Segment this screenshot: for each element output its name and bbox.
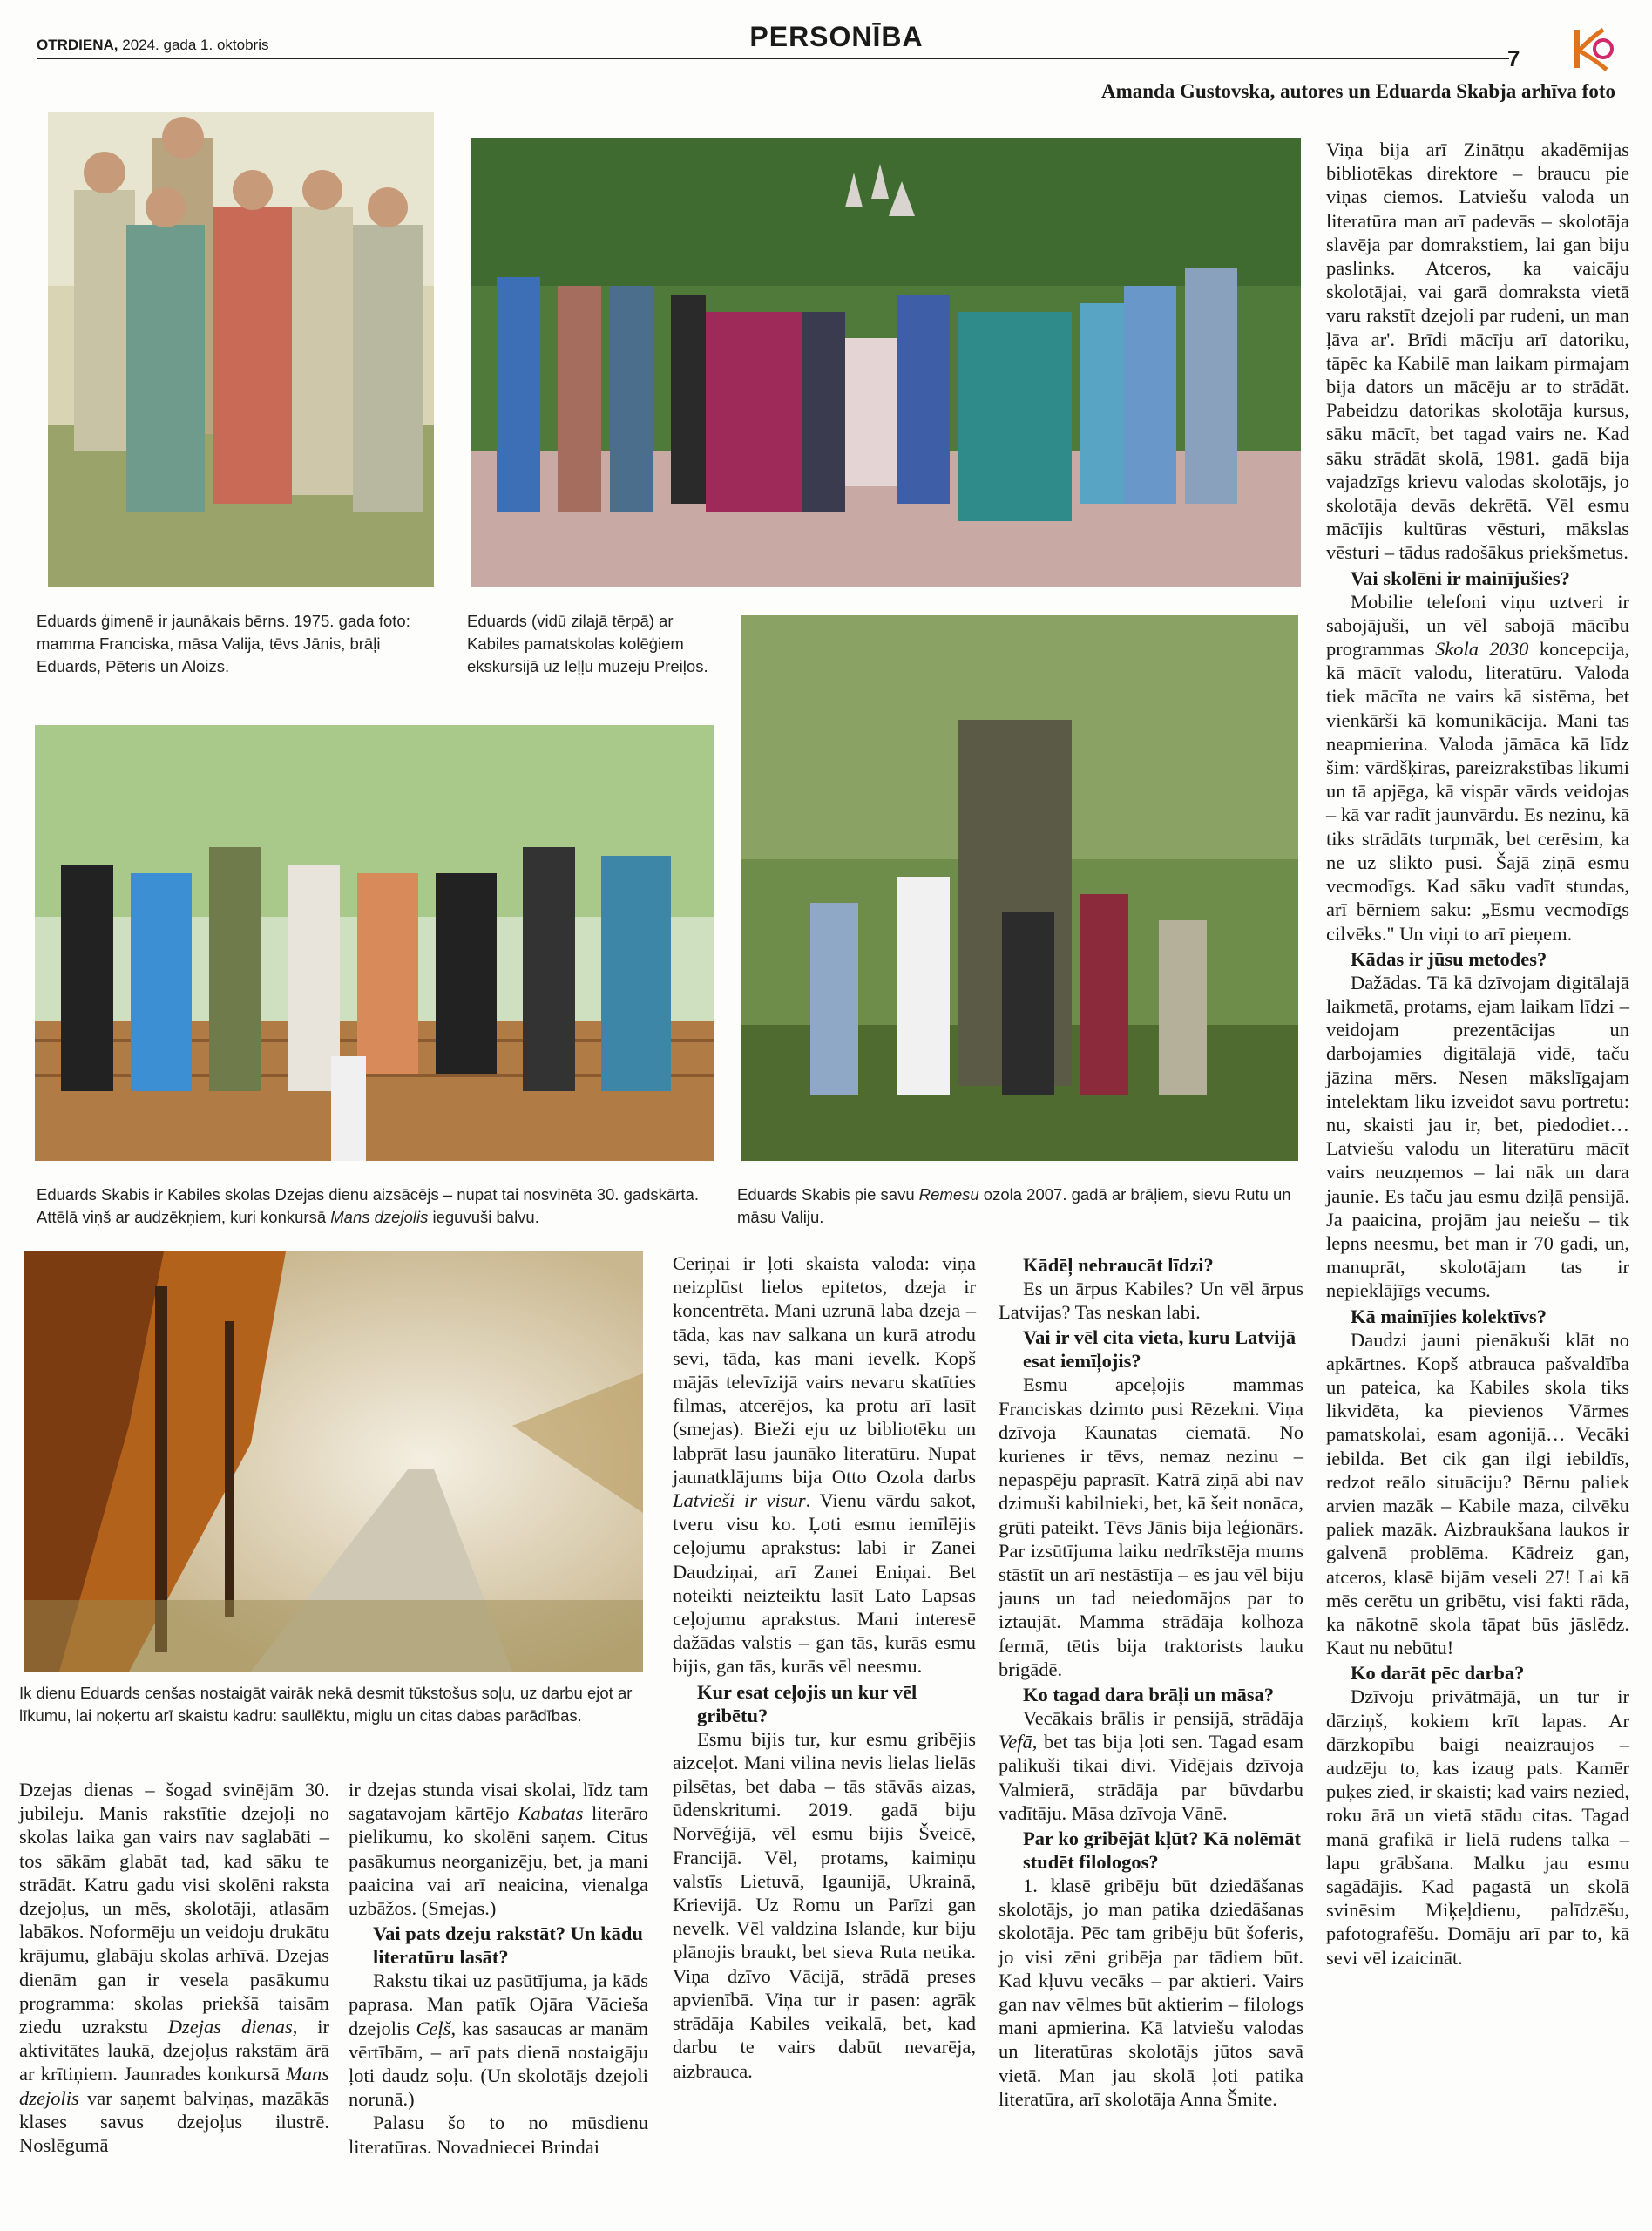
question-heading: Ko tagad dara brāļi un māsa? (1023, 1684, 1275, 1706)
question-heading: Kādas ir jūsu metodes? (1351, 947, 1547, 970)
excursion-photo (471, 138, 1301, 587)
caption-excursion-photo: Eduards (vidū zilajā tērpā) ar Kabiles pamatskolas kolēģiem ekskursijā uz leļļu muzeju Preiļos. (467, 612, 708, 675)
question-heading: Ko darāt pēc darba? (1351, 1662, 1525, 1685)
article-column-5 (1326, 138, 1629, 1970)
photo-credit: Amanda Gustovska, autores un Eduarda Skabja arhīva foto (1100, 80, 1615, 102)
question-heading: Kā mainījies kolektīvs? (1351, 1305, 1547, 1327)
paragraph: Vecākais brālis ir pensijā, strādāja Vefā, bet tas bija ļoti sen. Tagad esam palikuši tikai divi. Vidējais dzīvoja Valmierā, strādāja par būvdarbu vadītāju. Māsa dzīvoja Vānē. (999, 1707, 1303, 1824)
article-column-4 (999, 1251, 1303, 2111)
oak-photo (741, 615, 1298, 1161)
paragraph: Esmu bijis tur, kur esmu gribējis aizceļot. Mani vilina nevis lielas lielās pilsētas, bet daba – tās stāvās aizas, ūdenskritumi. 2019. gadā biju Norvēģijā, vēl esmu bijis Šveicē, Francijā. Vēl, protams, kaimiņu valstīs Lietuvā, Igaunijā, Ukrainā, Krievijā. Uz Romu un Parīzi gan nevelk. Vēl valdzina Islande, kur biju plānojis braukt, bet sieva Ruta netika. Viņa dzīvo Vācijā, strādā preses apvienībā. Viņa tur ir pasen: agrāk strādāja Kabiles veikalā, bet, kad darbu te vairs dabūt nevarēja, aizbrauca. (673, 1727, 976, 2082)
article-column-2 (349, 1778, 648, 2159)
section-title: PERSONĪBA (749, 21, 924, 52)
article-column-3 (673, 1251, 976, 2083)
paragraph: Esmu apceļojis mammas Franciskas dzimto pusi Rēzekni. Viņa dzīvoja Kaunatas ciematā. No kurienes ir tēvs, nemaz nezinu – nepaspēju paprasīt. Katrā ziņā abi nav dzimuši kabilnieki, bet, kā šeit nonāca, grūti pateikt. Tēvs Jānis bija leģionārs. Par izsūtījuma laiku nedrīkstēja mums stāstīt un arī nestāstīja – es jau vēl biju jauns un tad neiedomājos par to iztaujāt. Mamma strādāja kolhoza fermā, tētis bija traktorists lauku brigādē. (999, 1373, 1303, 1680)
question-heading: Par ko gribējāt kļūt? Kā nolēmāt studēt filologos? (1023, 1828, 1301, 1874)
caption-autumn-photo: Ik dienu Eduards cenšas nostaigāt vairāk nekā desmit tūkstošus soļu, uz darbu ejot ar līkumu, lai noķertu arī skaistu kadru: saullēktu, miglu un citas dabas parādības. (19, 1684, 633, 1725)
family-photo (48, 112, 434, 587)
paragraph: Viņa bija arī Zinātņu akadēmijas bibliotēkas direktore – braucu pie viņas ciemos. Latviešu valoda un literatūra man arī padevās – skolotāja slavēja par domrakstiem, lai gan biju paslinks. Atceros, ka vaicāju skolotājai, vai garā domraksta vietā varu rakstīt dzejoli par rudeni, un man ļāva ar'. Brīdi mācīju arī datoriku, tāpēc ka Kabilē man laikam pirmajam bija dators un mācēju ar to strādāt. Pabeidzu datorikas skolotāja kursus, sāku mācīt, bet tagad vairs ne. Kad sāku strādāt skolā, 1981. gadā bija vajadzīgs krievu valodas skolotājs, jo skolotāja devās dekrētā. Vēl esmu mācījis kultūras vēsturi, mākslas vēsturi – tādus radošākus priekšmetus. (1326, 139, 1629, 564)
paragraph: Ceriņai ir ļoti skaista valoda: viņa neizplūst lielos epitetos, dzeja ir koncentrēta. Mani uzrunā laba dzeja – tāda, kas nav salkana un kurā atrodu sevi, tāda, kas mani ievelk. Kopš mājās televīzijā vairs nevaru skatīties filmas, atcerējos, ka protu arī lasīt (smejas). Bieži eju uz bibliotēku un labprāt lasu jaunāko literatūru. Nupat jaunatklājums bija Otto Ozola darbs Latvieši ir visur. Vienu vārdu sakot, tveru visu ko. Ļoti esmu iemīlējis ceļojumu aprakstus: labi ir Zanei Daudziņai, arī Zanei Eniņai. Bet noteikti neizteiktu lasīt Lato Lapsas ceļojumu aprakstus. Mani interesē dažādas valstis – gan tās, kurās esmu bijis, gan tās, kurās vēl neesmu. (673, 1252, 976, 1678)
caption-family-photo: Eduards ģimenē ir jaunākais bērns. 1975. gada foto: mamma Franciska, māsa Valija, tēvs Jānis, brāļi Eduards, Pēteris un Aloizs. (37, 612, 410, 675)
article-column-1 (19, 1778, 329, 2157)
question-heading: Kādēļ nebraucāt līdzi? (1023, 1254, 1214, 1276)
question-heading: Vai pats dzeju rakstāt? Un kādu literatūru lasāt? (373, 1922, 643, 1969)
question-heading: Kur esat ceļojis un kur vēl gribētu? (697, 1680, 917, 1726)
autumn-road-photo (24, 1251, 643, 1672)
paragraph: Dzejas dienas – šogad svinējām 30. jubileju. Manis rakstītie dzejoļi no skolas laika gan vairs nav saglabāti – tos sākām glabāt tad, kad sāku te strādāt. Katru gadu visi skolēni raksta dzejoļus, un mēs, skolotāji, atlasām labākos. Noformēju un veidoju drukātu krājumu, glabāju skolas arhīvā. Dzejas dienām gan ir vesela pasākumu programma: skolas priekšā taisām ziedu uzrakstu Dzejas dienas, ir aktivitātes laukā, dzejoļus rakstām ārā ar krītiņiem. Jaunrades konkursā Mans dzejolis var saņemt balviņas, mazākās klases savus dzejoļus ilustrē. Noslēgumā (19, 1779, 330, 2157)
paragraph: Palasu šo to no mūsdienu literatūras. Novadniecei Brindai (349, 2112, 648, 2158)
paragraph: Dzīvoju privātmājā, un tur ir dārziņš, kokiem krīt lapas. Ar dārzkopību baigi neaizraujos – audzēju to, kas izaug pats. Kamēr puķes zied, ir skaisti; kad vairs nezied, roku ārā un vietā stādu citas. Tagad manā grafikā ir lielā rudens talka – lapu grābšana. Malku jau esmu sagādājis. Kad pagastā un skolā svinēsim Miķeļdienu, palīdzēšu, pafotografēšu. Domāju arī par to, kā sevi vēl izaicināt. (1326, 1685, 1629, 1969)
question-heading: Vai skolēni ir mainījušies? (1351, 566, 1570, 589)
page-number: 7 (1507, 45, 1520, 71)
paragraph: Mobilie telefoni viņu uztveri ir sabojājuši, un vēl sabojā mācību programmas Skola 2030 koncepcija, kā mācīt valodu, literatūru. Valoda tiek mācīta ne vairs kā sistēma, bet vienkārši kā komunikācija. Mani tas neapmierina. Valoda jāmāca kā līdz šim: vārdšķiras, pareizrakstības likumi un tā apjēga, kā vispār vārds veidojas – kā var radīt jaunvārdu. Es nezinu, kā tiks strādāts turpmāk, bet cerēsim, ka ne uz slikto pusi. Šajā ziņā esmu vecmodīgs. Kad sāku vadīt stundas, arī bērniem saku: „Esmu vecmodīgs cilvēks." Un viņi to arī pieņem. (1326, 590, 1629, 945)
question-heading: Vai ir vēl cita vieta, kuru Latvijā esat iemīļojis? (1023, 1326, 1297, 1373)
school-photo (35, 725, 714, 1161)
issue-date: OTRDIENA, 2024. gada 1. oktobris (37, 37, 269, 53)
header-rule (37, 58, 1509, 59)
paragraph: Rakstu tikai uz pasūtījuma, ja kāds paprasa. Man patīk Ojāra Vācieša dzejolis Ceļš, kas sasaucas ar manām vērtībām, – arī pats dienā nostaigāju ļoti daudz soļu. (Un skolotājs dzejoli norunā.) (349, 1970, 649, 2111)
paragraph: 1. klasē gribēju būt dziedāšanas skolotājs, jo man patika dziedāšanas skolotāja. Pēc tam gribēju būt šoferis, jo visi zēni gribēja par tādiem būt. Kad kļuvu vecāks – par aktieri. Vairs gan nav vēlmes būt aktierim – filologs mani apmierina. Kā latviešu valodas un literatūras skolotājs jūtos savā vietā. Man jau skolā ļoti patika literatūra, arī skolotāja Anna Šmite. (999, 1875, 1303, 2110)
caption-school-photo: Eduards Skabis ir Kabiles skolas Dzejas dienu aizsācējs – nupat tai nosvinēta 30. gadskārta. Attēlā viņš ar audzēkņiem, kuri konkursā Mans dzejolis ieguvuši balvu. (37, 1185, 699, 1226)
paragraph: ir dzejas stunda visai skolai, līdz tam sagatavojam kārtējo Kabatas literāro pielikumu, ko skolēni saņem. Citus pasākumus neorganizēju, bet, ja mani paaicina vai arī neaicina, vienalga uzbāžos. (Smejas.) (349, 1779, 648, 1920)
caption-oak-photo: Eduards Skabis pie savu Remesu ozola 2007. gadā ar brāļiem, sievu Rutu un māsu Valiju. (737, 1185, 1291, 1226)
paragraph: Es un ārpus Kabiles? Un vēl ārpus Latvijas? Tas neskan labi. (999, 1278, 1303, 1324)
paragraph: Dažādas. Tā kā dzīvojam digitālajā laikmetā, protams, ejam laikam līdzi – veidojam prezentācijas un darbojamies digitālajā vidē, taču jāzina mērs. Nesen mākslīgajam intelektam liku izveidot savu portretu: nu, skaisti jau ir, bet, piedodiet… Latviešu valodu un literatūru mācīt vairs neuzņemos – lai nāk un dara jaunie. Es taču jau esmu dziļā pensijā. Ja paaicina, projām jau neiešu – tik lepns neesmu, bet man ir 70 gadi, un, manuprāt, skolotājam tas ir nepieklājīgs vecums. (1326, 971, 1629, 1302)
publisher-logo-icon (1568, 24, 1617, 73)
paragraph: Daudzi jauni pienākuši klāt no apkārtnes. Kopš atbrauca pašvaldība un pateica, ka Kabiles skola tiks likvidēta, ka pievienos Vārmes pamatskolai, esam agonijā… Vecāki iebilda. Bet cik gan ilgi iebildīs, redzot reālo situāciju? Bērnu paliek arvien mazāk – Kabile maza, cilvēku paliek mazāk. Aizbraukšana laukos ir galvenā problēma. Kādreiz gan, atceros, klasē bijām veseli 27! Lai kā mēs cerētu un gribētu, visi fakti rāda, ka nākotnē skola tāpat būs jāslēdz. Kaut nu nebūtu! (1326, 1328, 1629, 1659)
